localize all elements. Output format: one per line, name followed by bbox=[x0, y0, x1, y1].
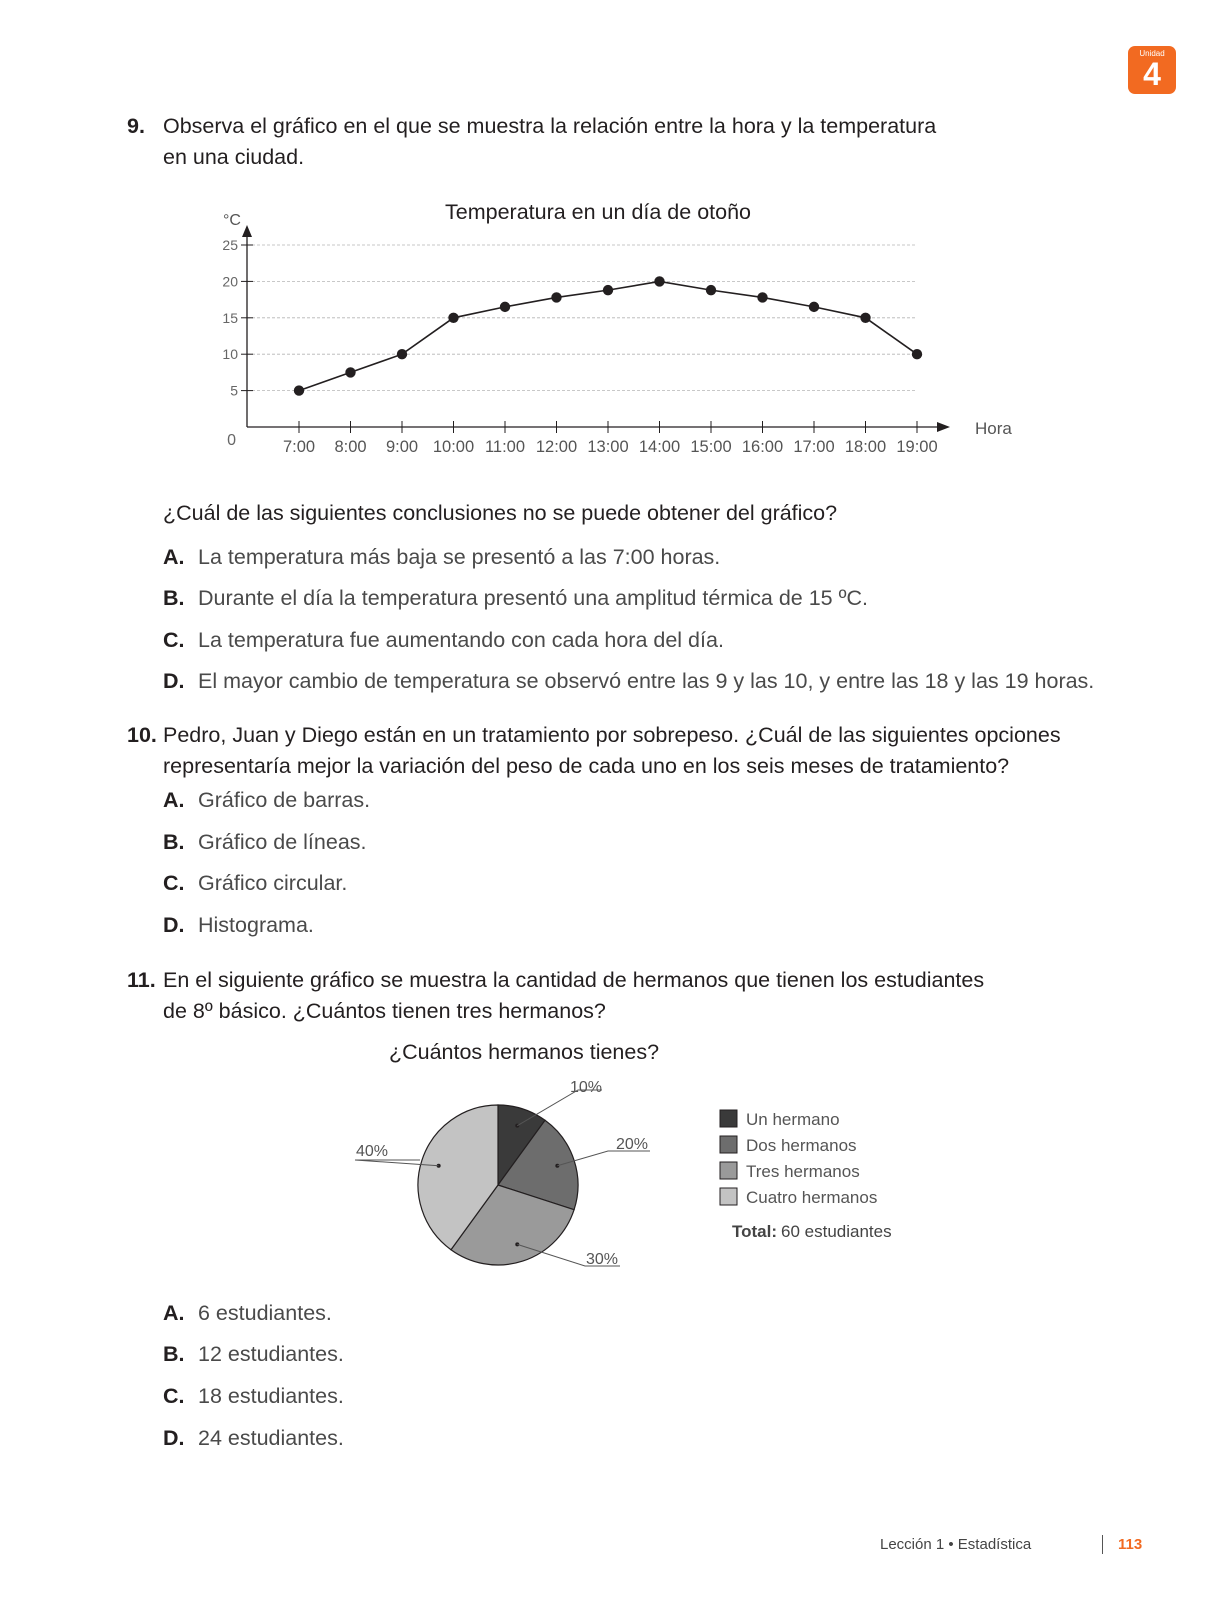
temperature-point bbox=[500, 302, 510, 312]
pie-legend bbox=[720, 1110, 877, 1207]
line-chart-x-ticks bbox=[283, 421, 938, 456]
temperature-point bbox=[654, 276, 664, 286]
pie-chart-title: ¿Cuántos hermanos tienes? bbox=[388, 1040, 660, 1064]
x-axis-arrow bbox=[937, 422, 950, 432]
q9-option-d[interactable] bbox=[163, 667, 1094, 695]
option-letter: B. bbox=[163, 586, 185, 610]
q11-option-d[interactable] bbox=[163, 1424, 344, 1452]
option-letter: C. bbox=[163, 1384, 185, 1408]
option-letter: D. bbox=[163, 913, 185, 937]
temperature-line-chart bbox=[200, 190, 1030, 480]
option-text: Gráfico circular. bbox=[198, 871, 348, 895]
y-tick-label: 10 bbox=[222, 346, 238, 363]
q10-number: 10. bbox=[127, 723, 157, 747]
x-tick-label: 19:00 bbox=[896, 438, 938, 456]
line-chart-title: Temperatura en un día de otoño bbox=[445, 200, 751, 224]
q11-number: 11. bbox=[127, 968, 156, 992]
x-tick-label: 11:00 bbox=[484, 438, 526, 456]
q9-number: 9. bbox=[127, 114, 145, 138]
x-tick-label: 7:00 bbox=[282, 438, 316, 456]
temperature-point bbox=[809, 302, 819, 312]
page-footer bbox=[880, 1535, 1170, 1555]
option-text: Gráfico de barras. bbox=[198, 788, 371, 812]
footer-divider bbox=[1102, 1535, 1103, 1554]
y-tick-label: 0 bbox=[227, 432, 236, 449]
siblings-pie-chart bbox=[340, 1030, 900, 1290]
temperature-points bbox=[294, 276, 922, 396]
pie-total-label: Total: bbox=[732, 1222, 778, 1241]
legend-swatch bbox=[720, 1110, 737, 1127]
q11-text-line2: de 8º básico. ¿Cuántos tienen tres hermanos? bbox=[163, 999, 606, 1023]
legend-swatch bbox=[720, 1188, 737, 1205]
q11-option-a[interactable] bbox=[163, 1299, 332, 1327]
y-tick-label: 25 bbox=[222, 237, 238, 253]
q10-option-a[interactable] bbox=[163, 786, 370, 814]
temperature-point bbox=[294, 385, 304, 395]
legend-swatch bbox=[720, 1136, 737, 1153]
q9-option-c[interactable] bbox=[163, 626, 724, 654]
q10-option-d[interactable] bbox=[163, 911, 314, 939]
footer-lesson: Lección 1 • Estadística bbox=[880, 1536, 1032, 1553]
temperature-point bbox=[448, 313, 458, 323]
unit-badge bbox=[1128, 46, 1176, 94]
legend-label: Cuatro hermanos bbox=[746, 1188, 878, 1207]
temperature-point bbox=[706, 285, 716, 295]
page-number: 113 bbox=[1118, 1536, 1143, 1553]
q9-text-line2: en una ciudad. bbox=[163, 145, 305, 169]
option-letter: A. bbox=[163, 788, 185, 812]
q11-option-b[interactable] bbox=[163, 1340, 344, 1368]
option-letter: B. bbox=[163, 1342, 185, 1366]
option-letter: B. bbox=[163, 830, 185, 854]
temperature-point bbox=[757, 292, 767, 302]
unit-badge-label: Unidad bbox=[1139, 49, 1165, 58]
option-letter: A. bbox=[163, 1301, 185, 1325]
q9-option-a[interactable] bbox=[163, 543, 720, 571]
y-tick-label: 5 bbox=[230, 382, 238, 399]
q9-option-b[interactable] bbox=[163, 584, 868, 612]
x-tick-label: 12:00 bbox=[535, 438, 578, 456]
q9-question: ¿Cuál de las siguientes conclusiones no se puede obtener del gráfico? bbox=[163, 501, 838, 525]
option-text: La temperatura fue aumentando con cada hora del día. bbox=[198, 628, 724, 652]
pie-slices bbox=[418, 1105, 578, 1265]
line-chart-y-ticks bbox=[222, 237, 253, 449]
x-tick-label: 9:00 bbox=[385, 438, 419, 456]
pie-total-value: 60 estudiantes bbox=[781, 1222, 892, 1241]
option-letter: D. bbox=[163, 669, 185, 693]
pie-percent-label: 20% bbox=[615, 1136, 648, 1153]
pie-percent-label: 10% bbox=[569, 1079, 602, 1096]
option-letter: A. bbox=[163, 545, 185, 569]
temperature-point bbox=[912, 349, 922, 359]
option-text: 12 estudiantes. bbox=[198, 1342, 344, 1366]
option-text: Gráfico de líneas. bbox=[198, 830, 367, 854]
q10-text-line1: Pedro, Juan y Diego están en un tratamiento por sobrepeso. ¿Cuál de las siguientes opciones bbox=[163, 723, 1061, 747]
legend-swatch bbox=[720, 1162, 737, 1179]
option-letter: C. bbox=[163, 628, 185, 652]
option-text: 24 estudiantes. bbox=[198, 1426, 344, 1450]
x-tick-label: 17:00 bbox=[793, 438, 835, 456]
legend-label: Dos hermanos bbox=[746, 1136, 857, 1155]
x-tick-label: 8:00 bbox=[334, 438, 367, 456]
option-text: El mayor cambio de temperatura se observó entre las 9 y las 10, y entre las 18 y las 19 horas. bbox=[198, 669, 1095, 693]
temperature-series-line bbox=[299, 281, 917, 390]
temperature-point bbox=[551, 292, 561, 302]
legend-label: Tres hermanos bbox=[746, 1162, 860, 1181]
temperature-point bbox=[345, 367, 355, 377]
option-text: 18 estudiantes. bbox=[198, 1384, 344, 1408]
temperature-point bbox=[397, 349, 407, 359]
x-tick-label: 16:00 bbox=[741, 438, 784, 456]
line-chart-ylabel: °C bbox=[223, 212, 241, 229]
y-tick-label: 20 bbox=[222, 273, 238, 290]
option-text: 6 estudiantes. bbox=[198, 1301, 332, 1325]
option-text: La temperatura más baja se presentó a las 7:00 horas. bbox=[198, 545, 721, 569]
line-chart-xlabel: Hora bbox=[975, 419, 1012, 438]
temperature-point bbox=[603, 285, 613, 295]
q11-option-c[interactable] bbox=[163, 1382, 344, 1410]
x-tick-label: 10:00 bbox=[432, 438, 475, 456]
line-chart-axes bbox=[242, 225, 950, 432]
option-text: Histograma. bbox=[198, 913, 314, 937]
y-axis-arrow bbox=[242, 225, 252, 237]
x-tick-label: 13:00 bbox=[587, 438, 629, 456]
option-letter: D. bbox=[163, 1426, 185, 1450]
unit-badge-number: 4 bbox=[1143, 56, 1161, 92]
pie-percent-label: 30% bbox=[585, 1251, 618, 1268]
temperature-point bbox=[860, 313, 870, 323]
option-letter: C. bbox=[163, 871, 185, 895]
x-tick-label: 14:00 bbox=[638, 438, 681, 456]
q11-text-line1: En el siguiente gráfico se muestra la cantidad de hermanos que tienen los estudiantes bbox=[163, 968, 985, 992]
q10-text-line2: representaría mejor la variación del peso de cada uno en los seis meses de tratamiento? bbox=[163, 754, 1010, 778]
pie-total bbox=[732, 1222, 892, 1241]
q9-text-line1: Observa el gráfico en el que se muestra la relación entre la hora y la temperatura bbox=[163, 114, 937, 138]
x-tick-label: 18:00 bbox=[844, 438, 887, 456]
legend-label: Un hermano bbox=[746, 1110, 840, 1129]
q10-option-c[interactable] bbox=[163, 869, 347, 897]
option-text: Durante el día la temperatura presentó una amplitud térmica de 15 ºC. bbox=[198, 586, 868, 610]
x-tick-label: 15:00 bbox=[690, 438, 732, 456]
q10-option-b[interactable] bbox=[163, 828, 367, 856]
y-tick-label: 15 bbox=[222, 309, 238, 326]
pie-percent-label: 40% bbox=[356, 1143, 389, 1160]
